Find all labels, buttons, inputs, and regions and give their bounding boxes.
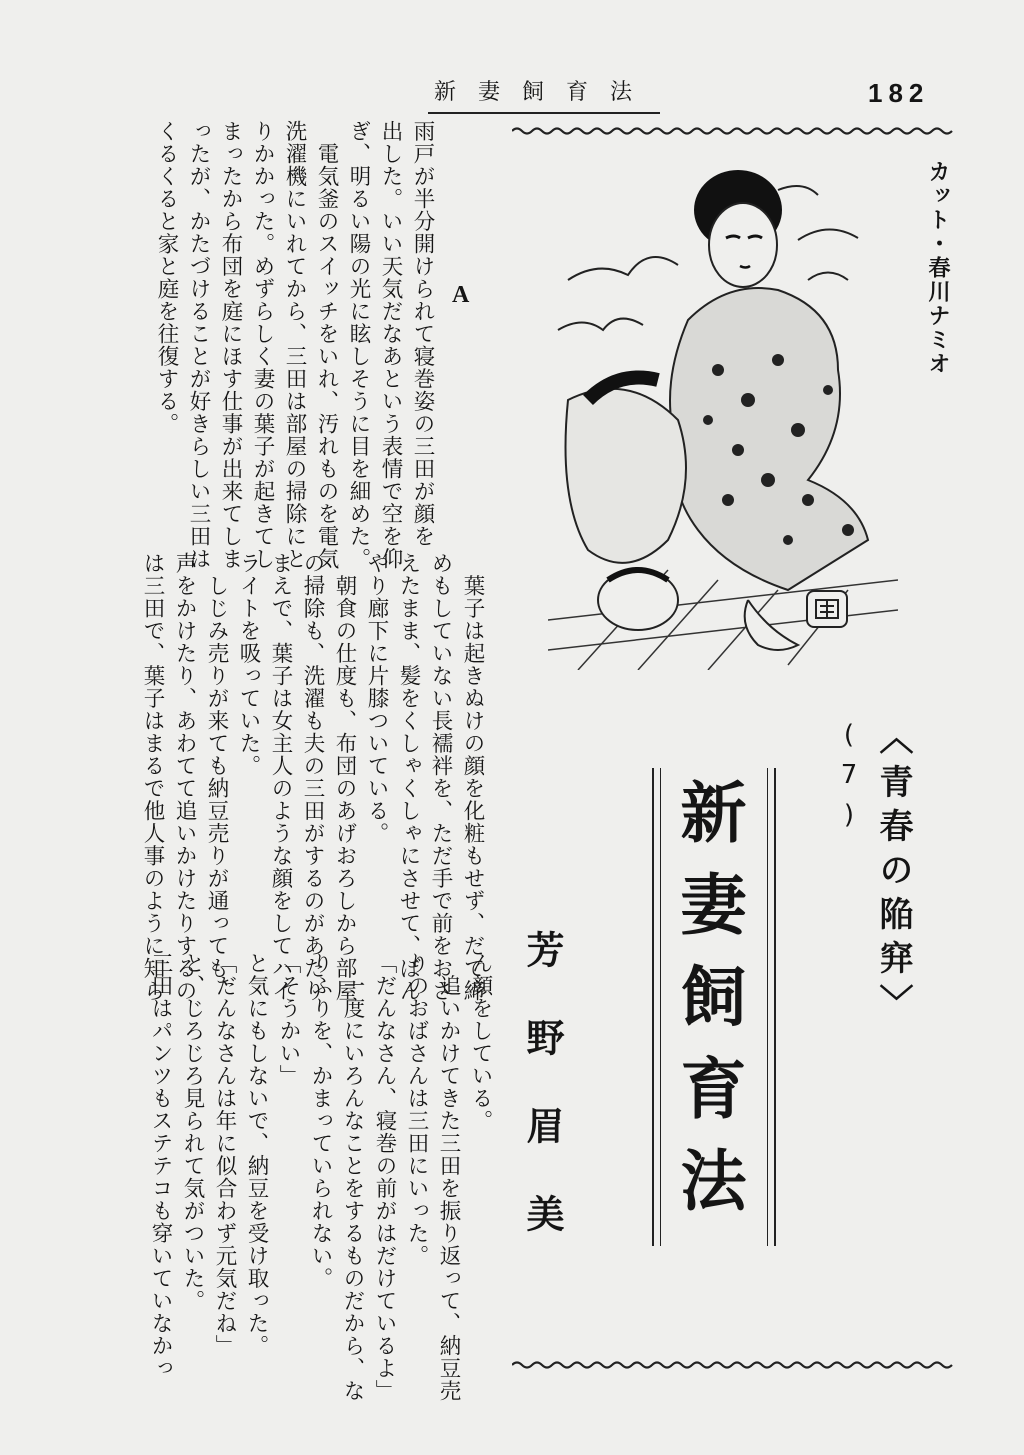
body-text-block-3: ん顔をしている。 追いかけてきた三田を振り返って、納豆売 りのおばさんは三田にいった。 「だんなさん、寝巻の前がはだけているよ」 一度にいろんなことをするものだから、な りふりを、かまっていられない。 「そうかい」 と気にもしないで、納豆を受け取った。 「だんなさんは年に似合わず元気だね」 と、じろじろ見られて気がついた。 三田はパンツもステテコも穿いていなかっ xyxy=(148,952,493,1402)
section-marker: A xyxy=(452,282,470,308)
body-text-block-2: 葉子は起きぬけの顔を化粧もせず、だて締 めもしていない長襦袢を、ただ手で前をおさ えたまま、髪をくしゃくしゃにさせて、ぼん やり廊下に片膝ついている。 朝食の仕度も、布団のあげおろしから部屋 の掃除も、洗濯も夫の三田がするのがあたり まえで、葉子は女主人のような顔をしてハイ ライトを吸っていた。 しじみ売りが来ても納豆売りが通っても、 声をかけたり、あわてて追いかけたりするの は三田で、葉子はまるで他人事のように知ら xyxy=(140,552,485,1002)
body-text-block-1: 雨戸が半分開けられて寝巻姿の三田が顔を 出した。いい天気だなあという表情で空を仰 ぎ、明るい陽の光に眩しそうに目を細めた。 電気釜のスイッチをいれ、汚れものを電気 洗濯機にいれてから、三田は部屋の掃除にと りかかった。めずらしく妻の葉子が起きてし まったから布団を庭にほす仕事が出来てしま ったが、かたづけることが好きらしい三田は くるくると家と庭を往復する。 xyxy=(154,120,435,570)
running-header-title: 新妻飼育法 xyxy=(428,78,660,114)
series-number: (7) xyxy=(834,720,864,840)
artist-seal-icon xyxy=(806,590,848,628)
page-number: 182 xyxy=(868,78,930,108)
woodblock-illustration-icon xyxy=(548,150,898,670)
bottom-wavy-rule xyxy=(512,1360,954,1370)
series-label xyxy=(834,720,918,1140)
series-name: 〈青春の陥穽〉 xyxy=(873,720,913,1028)
main-title: 新妻飼育法 xyxy=(669,778,747,1238)
illustration-credit: カット・春川ナミオ xyxy=(925,160,950,376)
top-wavy-rule xyxy=(512,126,954,136)
author-name: 芳野眉美 xyxy=(520,930,565,1282)
